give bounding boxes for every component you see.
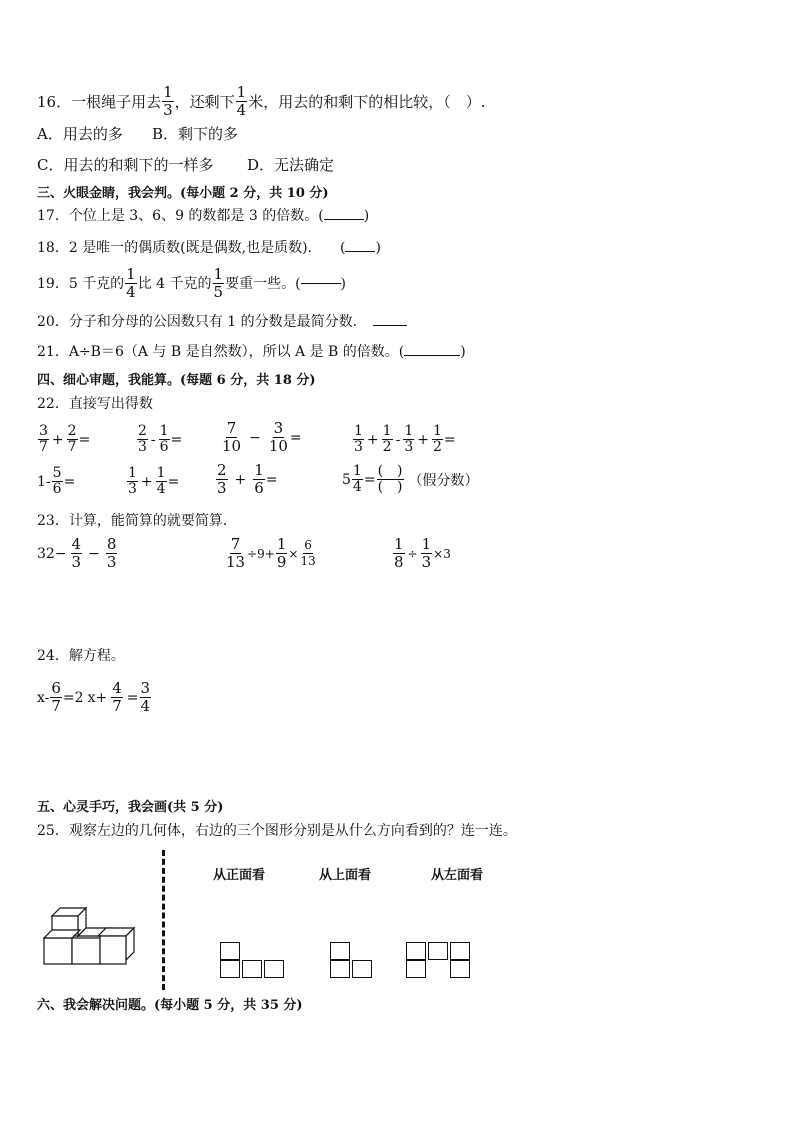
question-19: 19．5 千克的 $\frac{1}{4}$ 比 4 千克的 $\frac{1}{5}$ 要重一些。( ) [37, 265, 347, 301]
cube-face [72, 938, 100, 964]
fraction: $\frac{1}{4}$ [126, 265, 136, 301]
q22-expression-5: 1- $\frac{5}{6}$ = [37, 465, 76, 497]
answer-blank[interactable] [301, 283, 341, 284]
question-25-text: 25．观察左边的几何体，右边的三个图形分别是从什么方向看到的？连一连。 [37, 823, 517, 839]
question-23-title: 23．计算，能简算的就要简算． [37, 513, 237, 529]
cube-face [100, 936, 126, 964]
grid-square [406, 960, 426, 978]
q23-expression-1: 32− $\frac{4}{3}$ − $\frac{8}{3}$ [37, 535, 117, 571]
fraction: $\frac{1}{4}$ [236, 83, 247, 119]
grid-square [330, 960, 350, 978]
label-left-view: 从左面看 [431, 868, 484, 883]
answer-blank[interactable] [324, 219, 364, 220]
question-24-title: 24．解方程。 [37, 648, 125, 664]
grid-square [242, 960, 262, 978]
answer-blank[interactable] [373, 325, 407, 326]
q22-expression-3: $\frac{7}{10}$ − $\frac{3}{10}$ = [222, 419, 302, 455]
fraction: $\frac{1}{5}$ [213, 265, 224, 301]
q22-expression-1: $\frac{3}{7}$ + $\frac{2}{7}$ = [39, 423, 91, 455]
cube-face [44, 938, 72, 964]
fraction: $\frac{1}{3}$ [163, 83, 173, 119]
cube-face [44, 930, 80, 938]
view-figure-2[interactable] [330, 942, 376, 980]
section-6-heading: 六、我会解决问题。(每小题 5 分，共 35 分) [37, 998, 303, 1013]
view-figure-1[interactable] [220, 942, 288, 980]
q24-equations: x- $\frac{6}{7}$ =2 x+ $\frac{4}{7}$ = $\frac{3}{4}$ [37, 679, 151, 715]
view-figure-3[interactable] [406, 942, 474, 980]
section-5-heading: 五、心灵手巧，我会画(共 5 分) [37, 800, 224, 815]
q23-expression-3: $\frac{1}{8}$ ÷ $\frac{1}{3}$ ×3 [394, 535, 451, 571]
question-16 [37, 84, 485, 119]
option-d: D．无法确定 [247, 156, 335, 174]
question-20: 20．分子和分母的公因数只有 1 的分数是最简分数． [37, 313, 407, 331]
q16-text-1: 16．一根绳子用去 [37, 92, 162, 111]
option-c: C．用去的和剩下的一样多 [37, 156, 214, 174]
grid-square [450, 960, 470, 978]
question-22-title: 22．直接写出得数 [37, 396, 153, 412]
q22-expression-7: $\frac{2}{3}$ + $\frac{1}{6}$ = [217, 461, 278, 497]
grid-square [352, 960, 372, 978]
q22-expression-2: $\frac{2}{3}$ - $\frac{1}{6}$ = [138, 423, 183, 455]
geometric-solid-figure [38, 900, 142, 970]
q22-expression-6: $\frac{1}{3}$ + $\frac{1}{4}$ = [128, 465, 180, 497]
grid-square [428, 942, 448, 960]
grid-square [406, 942, 426, 960]
q22-expression-4: $\frac{1}{3}$ + $\frac{1}{2}$ - $\frac{1}{3}$ + $\frac{1}{2}$ = [354, 423, 456, 455]
section-4-heading: 四、细心审题，我能算。(每题 6 分，共 18 分) [37, 373, 316, 388]
option-a: A．用去的多 [37, 125, 123, 143]
q16-text-2: ，还剩下 [174, 92, 235, 111]
grid-square [220, 942, 240, 960]
label-front-view: 从正面看 [213, 868, 266, 883]
grid-square [450, 942, 470, 960]
section-3-heading: 三、火眼金睛，我会判。(每小题 2 分，共 10 分) [37, 186, 329, 201]
q23-expression-2: $\frac{7}{13}$ ÷9+ $\frac{1}{9}$ × $\frac{6}{13}$ [226, 535, 316, 571]
dashed-divider [162, 850, 165, 990]
label-top-view: 从上面看 [319, 868, 372, 883]
answer-blank[interactable] [345, 251, 375, 252]
q16-text-3: 米，用去的和剩下的相比较，（ ）. [248, 92, 486, 111]
q22-expression-8: 5 $\frac{1}{4}$ = $\frac{( )}{( )}$ （假分数） [342, 463, 479, 495]
answer-blank[interactable] [404, 355, 460, 356]
grid-square [220, 960, 240, 978]
option-b: B．剩下的多 [152, 125, 239, 143]
grid-square [264, 960, 284, 978]
question-21: 21．A÷B＝6（A 与 B 是自然数），所以 A 是 B 的倍数。( ) [37, 344, 466, 360]
grid-square [330, 942, 350, 960]
question-18: 18．2 是唯一的偶质数(既是偶数,也是质数). ( ) [37, 240, 381, 256]
question-17: 17．个位上是 3、6、9 的数都是 3 的倍数。( ) [37, 208, 370, 224]
